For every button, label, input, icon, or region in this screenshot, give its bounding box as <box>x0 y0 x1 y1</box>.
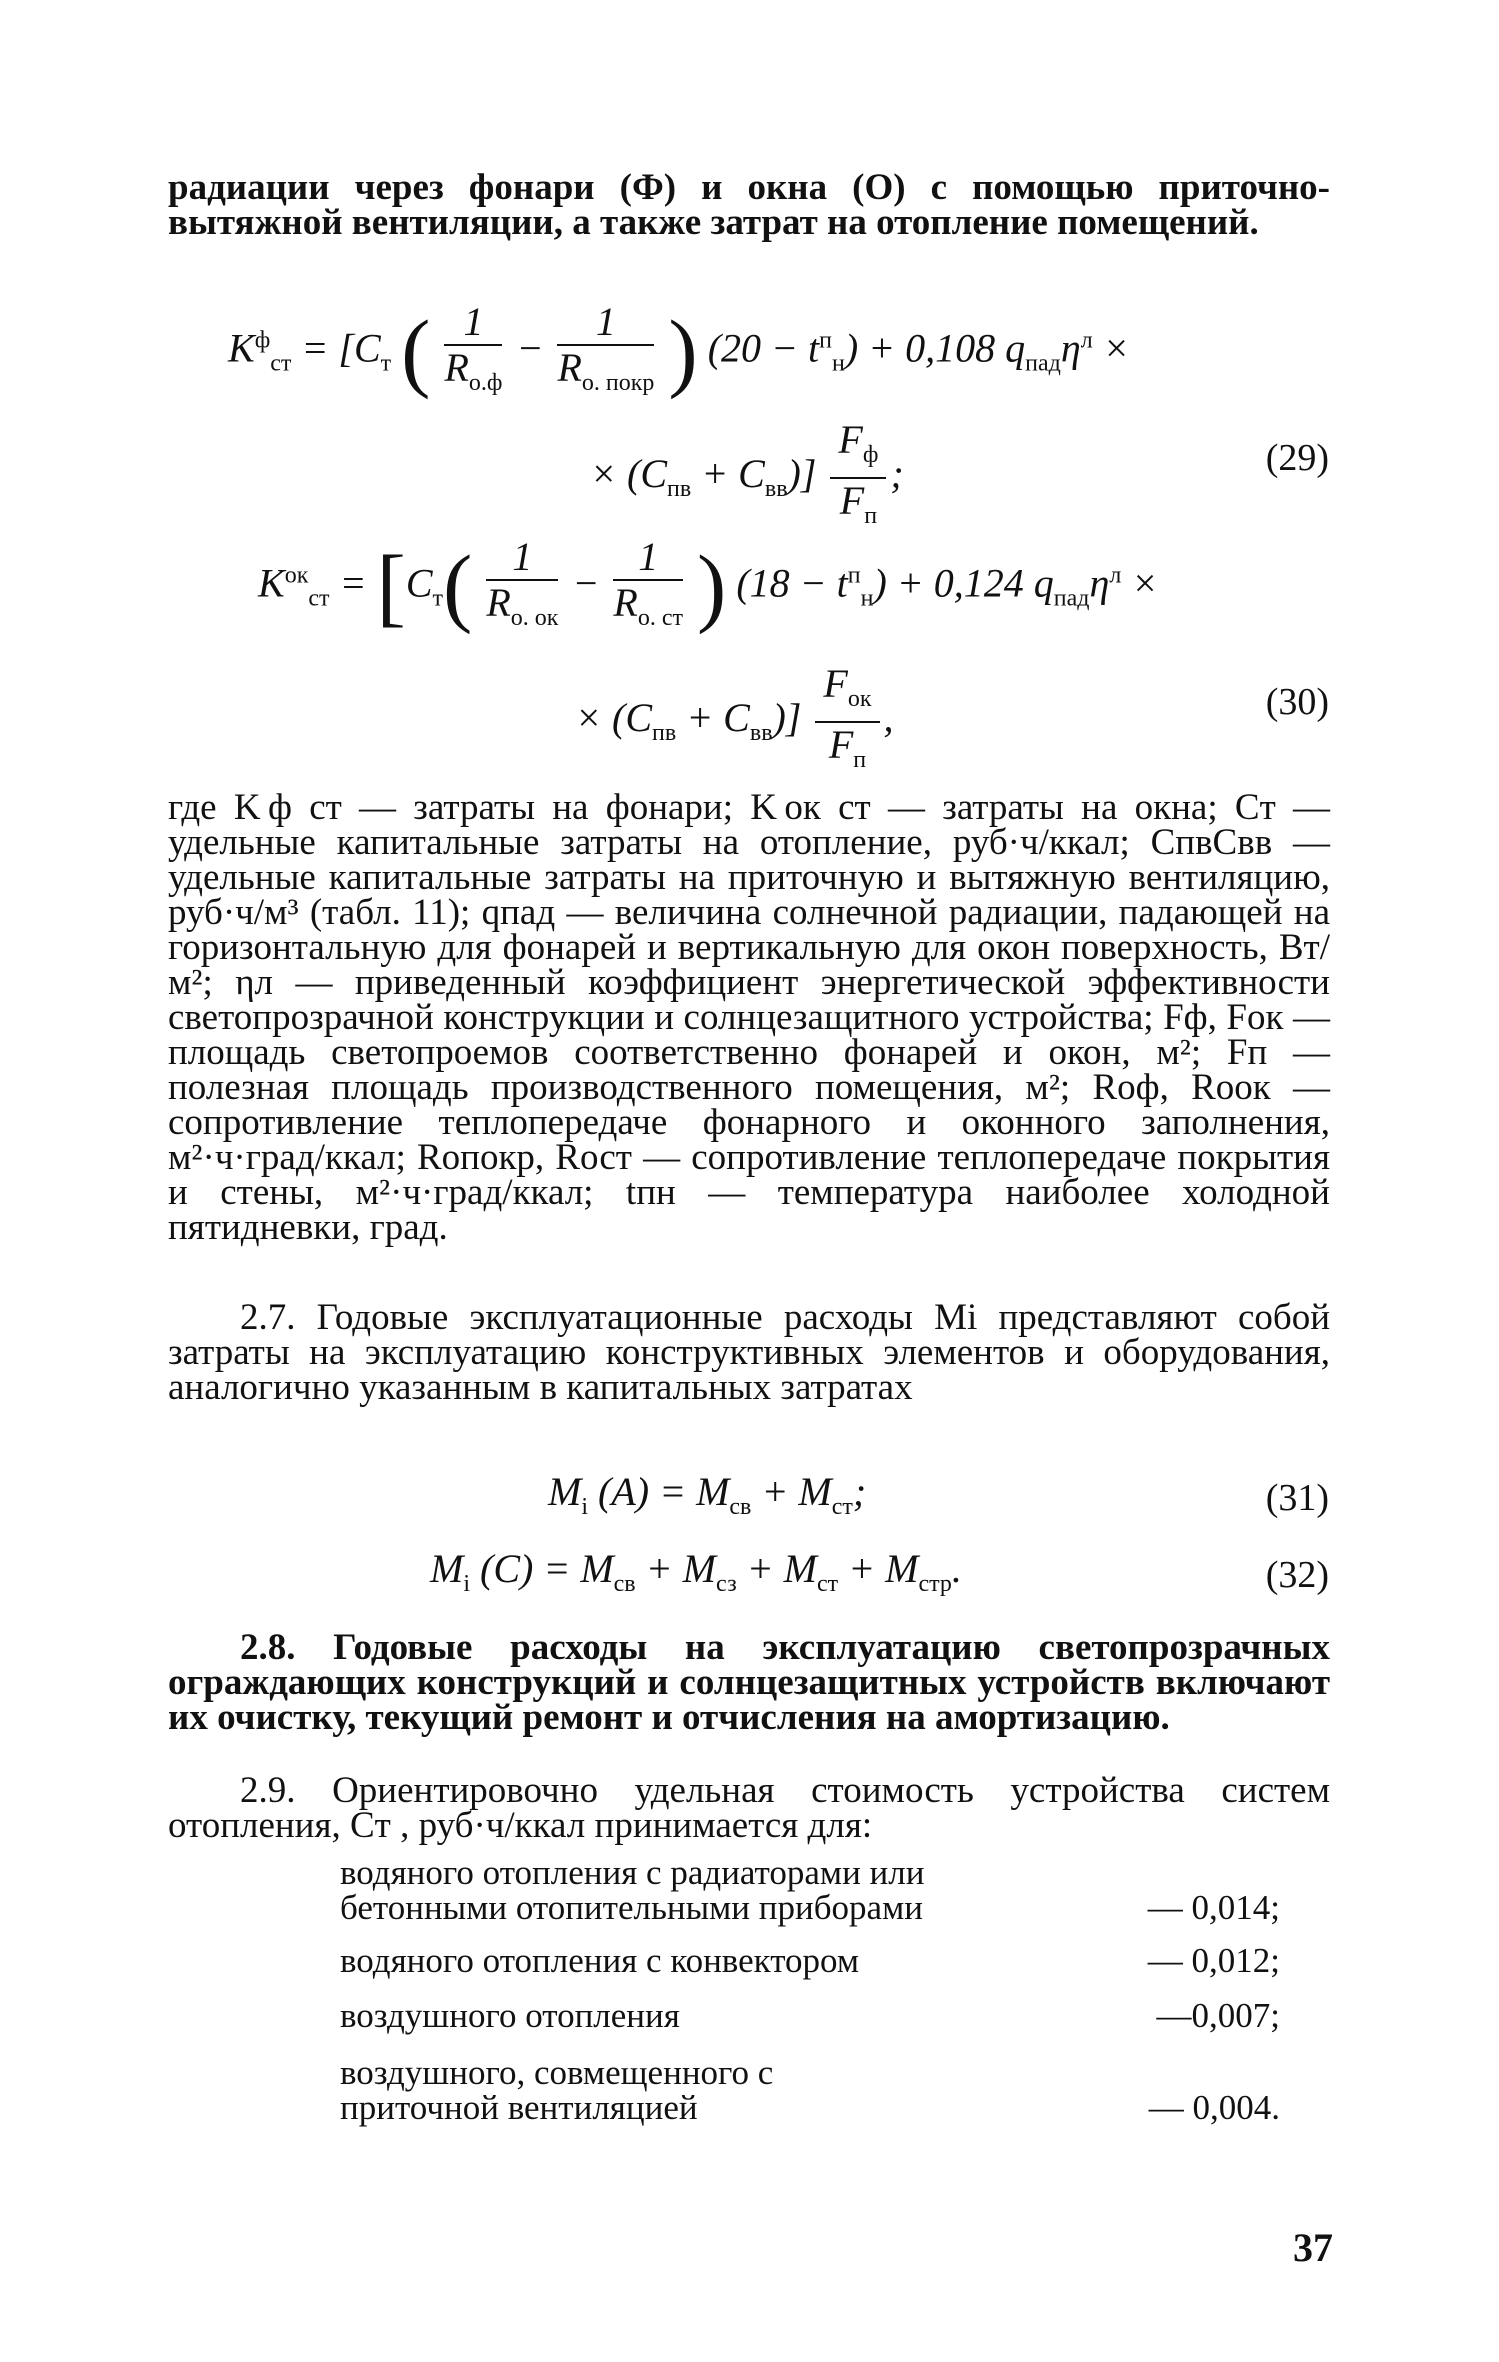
formula-31: $M_i$ $(A) = M_{св} + M_{ст}$; (31) <box>548 1469 1329 1520</box>
heating-cost-list: водяного отопления с радиаторами или бетонными отопительными приборами — 0,014; водяного отопления с конвектором — 0,012; воздушного отопления —0,007; воздушного, совмещенного с приточной вентиляцией — 0,004. <box>340 1853 1280 2127</box>
formula-30-line-2: × $(C_{пв} + C_{вв})$] $\frac{F_{ок}}{F_п}$ , (30) <box>575 661 1329 773</box>
section-2-9-paragraph: 2.9. Ориентировочно удельная стоимость устройства систем отопления, Cт , руб·ч/ккал принимается для: <box>168 1770 1330 1846</box>
formula-29-line-2: × $(C_{пв} + C_{вв})$] $\frac{F_ф}{F_п}$ ; (29) <box>590 417 1329 529</box>
formula-30-line-1: $K^{ок}_{ст} = [C_т$( $\frac{1}{R_{о. ок}}$ − $\frac{1}{R_{о. ст}}$ ) $(18 - t^п_н) + 0,124$ $q_{пад}\eta^л$ × <box>258 534 1159 636</box>
definitions-paragraph: где K ф ст — затраты на фонари; K ок ст — затраты на окна; Cт — удельные капитальные затраты на отопление, руб·ч/ккал; CпвCвв — удельные капитальные затраты на приточную и вытяжную вентиляцию, руб·ч/м³ (табл. 11); qпад — величина солнечной радиации, падающей на горизонтальную для фонарей и вертикальную для окон поверхность, Вт/м²; ηл — приведенный коэффициент энергетической эффективности светопрозрачной конструкции и солнцезащитного устройства; Fф, Fок — площадь светопроемов соответственно фонарей и окон, м²; Fп — полезная площадь производственного помещения, м²; Rоф, Rоок — сопротивление теплопередаче фонарного и оконного заполнения, м²·ч·град/ккал; Rопокр, Rост — сопротивление теплопередаче покрытия и стены, м²·ч·град/ккал; tпн — температура наиболее холодной пятидневки, град. <box>168 787 1330 1248</box>
section-2-7-paragraph: 2.7. Годовые эксплуатационные расходы Mi представляют собой затраты на эксплуатацию конструктивных элементов и оборудования, аналогично указанным в капитальных затратах <box>168 1297 1330 1408</box>
equation-number-30: (30) <box>1265 681 1329 723</box>
formula-32: $M_i$ $(C) = M_{св} + M_{сз} + M_{ст} + M_{стр}$. (32) <box>430 1546 1329 1597</box>
intro-paragraph: радиации через фонари (Ф) и окна (О) с помощью приточно-вытяжной вентиляции, а также затрат на отопление помещений. <box>168 167 1330 243</box>
equation-number-32: (32) <box>1265 1554 1329 1596</box>
section-2-8-paragraph: 2.8. Годовые расходы на эксплуатацию светопрозрачных ограждающих конструкций и солнцезащитных устройств включают их очистку, текущий ремонт и отчисления на амортизацию. <box>168 1627 1330 1738</box>
equation-number-31: (31) <box>1265 1477 1329 1519</box>
formula-29-line-1: $K^ф_{ст} = [C_т$ ( $\frac{1}{R_{о.ф}}$ − $\frac{1}{R_{о. покр}}$ ) $(20 - t^п_н) + 0,108$ $q_{пад}\eta^л$ × <box>228 299 1130 401</box>
page-number: 37 <box>1293 2225 1333 2270</box>
equation-number-29: (29) <box>1265 437 1329 479</box>
